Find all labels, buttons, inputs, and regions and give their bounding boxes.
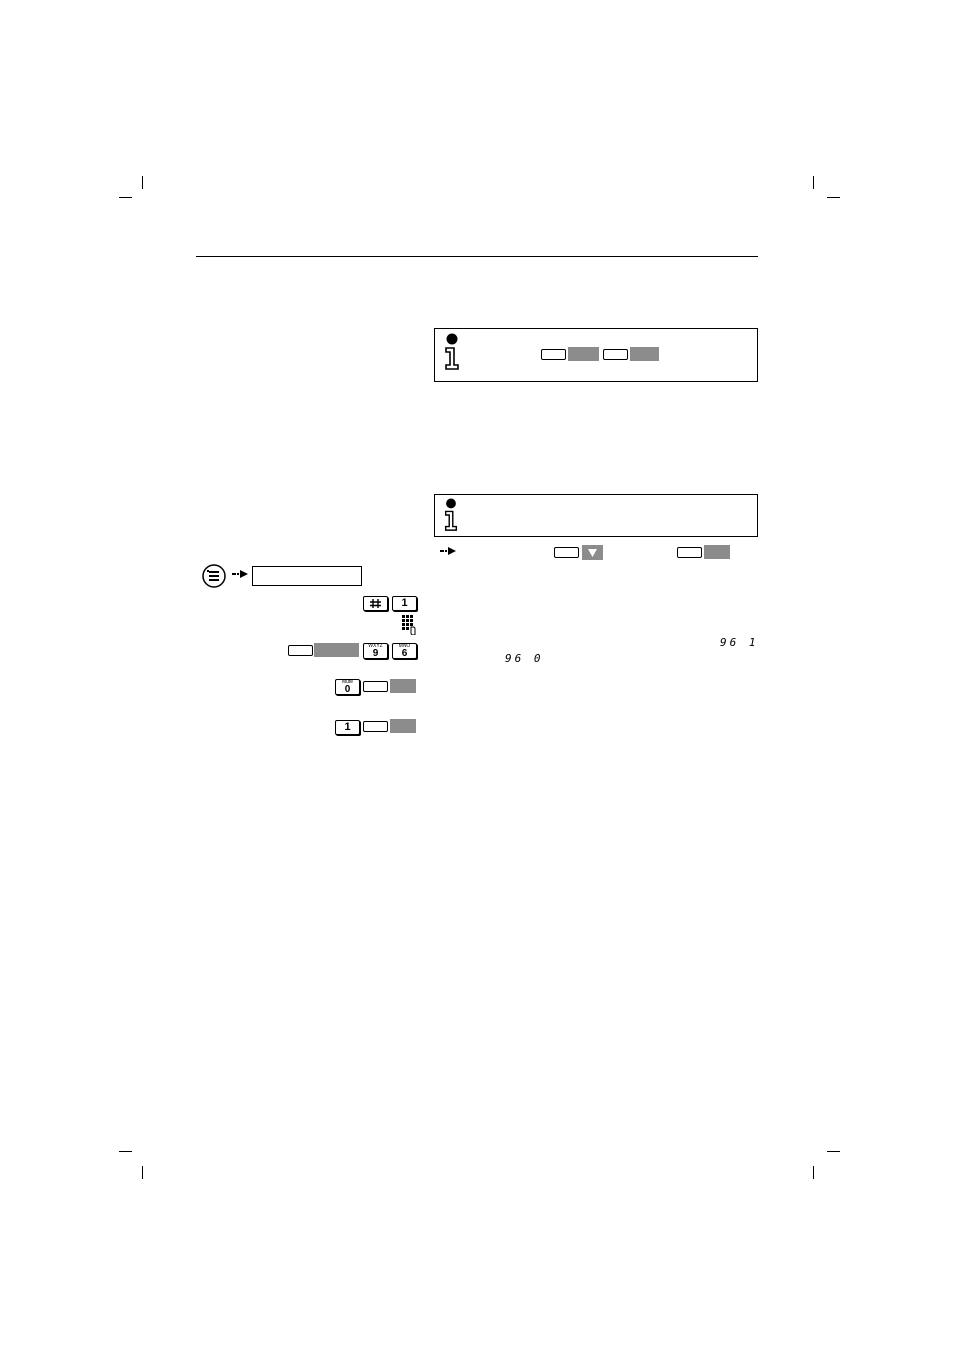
- key-0-sub: Mute: [341, 679, 354, 685]
- crop-mark-top-right-v: [813, 176, 814, 189]
- crop-mark-top-left-h: [119, 197, 132, 198]
- crop-mark-bottom-right-h: [827, 1151, 840, 1152]
- soft-key[interactable]: [288, 645, 313, 656]
- display-key-grey[interactable]: [314, 643, 359, 657]
- key-9[interactable]: [363, 643, 388, 659]
- info-icon: [443, 497, 459, 533]
- soft-key[interactable]: [363, 721, 388, 732]
- info-box-1: [434, 328, 758, 382]
- arrow-right-icon: [440, 547, 456, 555]
- hash-key[interactable]: [363, 596, 388, 611]
- soft-key[interactable]: [363, 681, 388, 692]
- lcd-display-line-1: 96 1: [720, 636, 759, 649]
- display-key-grey[interactable]: [390, 679, 416, 693]
- key-1-label: 1: [401, 597, 408, 609]
- down-arrow-icon: [582, 545, 603, 560]
- key-1[interactable]: [335, 720, 360, 735]
- soft-key[interactable]: [677, 547, 702, 558]
- keypad-icon: [402, 615, 416, 635]
- display-key-grey[interactable]: [568, 347, 599, 361]
- down-arrow-key[interactable]: [582, 545, 603, 560]
- hash-icon: [364, 597, 387, 610]
- key-0[interactable]: [335, 679, 360, 695]
- soft-key[interactable]: [541, 349, 566, 360]
- key-6-letters: MNO: [398, 643, 411, 649]
- key-6[interactable]: [392, 643, 417, 659]
- display-key-grey[interactable]: [704, 545, 730, 559]
- key-9-letters: WXYZ: [368, 643, 383, 649]
- crop-mark-bottom-left-v: [142, 1166, 143, 1179]
- crop-mark-top-left-v: [142, 176, 143, 189]
- lcd-display-line-2: 96 0: [505, 652, 544, 665]
- key-9-label: 9: [372, 648, 379, 659]
- crop-mark-top-right-h: [827, 197, 840, 198]
- key-6-label: 6: [401, 648, 408, 659]
- display-field: [252, 566, 362, 586]
- display-key-grey[interactable]: [630, 347, 659, 361]
- display-key-grey[interactable]: [390, 719, 416, 733]
- crop-mark-bottom-left-h: [119, 1151, 132, 1152]
- crop-mark-bottom-right-v: [813, 1166, 814, 1179]
- key-0-label: 0: [344, 684, 351, 695]
- info-icon: [443, 333, 461, 371]
- menu-icon[interactable]: [202, 564, 226, 588]
- header-rule: [196, 256, 758, 257]
- key-1[interactable]: [392, 596, 417, 611]
- arrow-right-icon: [232, 570, 248, 578]
- key-1-label: 1: [344, 721, 351, 733]
- info-box-2: [434, 494, 758, 537]
- soft-key[interactable]: [554, 547, 579, 558]
- soft-key[interactable]: [603, 349, 628, 360]
